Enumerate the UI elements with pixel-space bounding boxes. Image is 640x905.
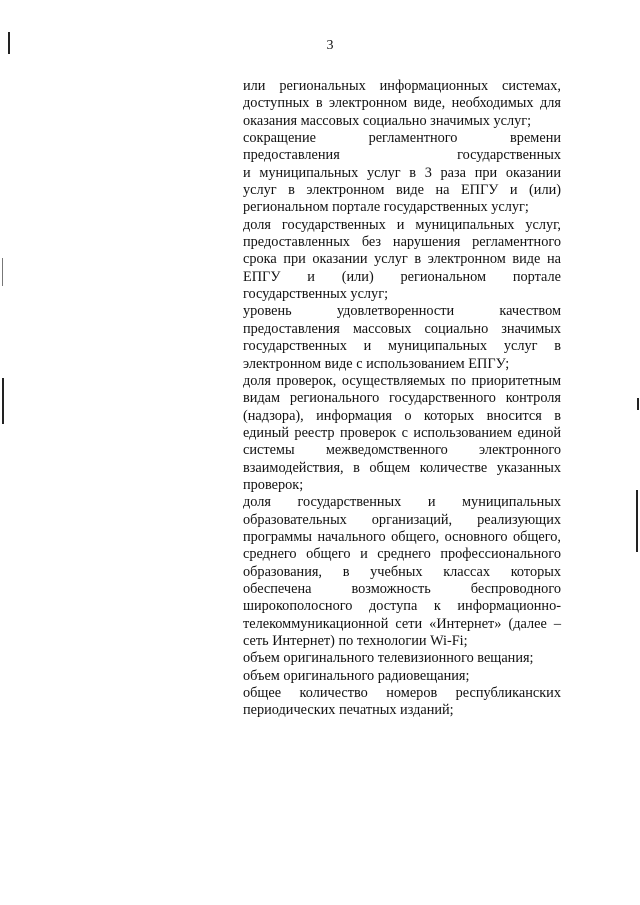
paragraph-information-systems: или региональных информационных системах, доступных в электронном виде, необходимых для оказания массовых социально значимых услуг; [243,78,561,129]
scan-edge-mark-right-lower [636,490,638,552]
paragraph-services-without-violation: доля государственных и муниципальных услуг, предоставленных без нарушения регламентного срока при оказании услуг в электронном виде на ЕПГУ и (или) региональном портале государственных услуг; [243,216,561,303]
page-number: 3 [326,38,334,53]
scan-edge-mark-right-upper [637,398,639,410]
paragraph-radio-broadcasting: объем оригинального радиовещания; [243,667,470,684]
paragraph-wifi-schools: доля государственных и муниципальных образовательных организаций, реализующих программы начального общего, основного общего, среднего общего и среднего профессионального образования, в учебных классах которых обеспечена возможность беспроводного широкополосного доступа к информационно-телекоммуникационной сети «Интернет» (далее – сеть Интернет) по технологии Wi-Fi; [243,494,561,649]
scan-edge-mark-lower [2,378,4,424]
paragraph-periodicals: общее количество номеров республиканских периодических печатных изданий; [243,685,561,719]
paragraph-tv-broadcasting: объем оригинального телевизионного вещания; [243,650,534,667]
document-body [243,78,561,720]
scan-edge-mark-middle [2,258,3,286]
paragraph-satisfaction-level: уровень удовлетворенности качеством предоставления массовых социально значимых государственных и муниципальных услуг в электронном виде с использованием ЕПГУ; [243,303,561,372]
paragraph-inspections-share: доля проверок, осуществляемых по приоритетным видам регионального государственного контроля (надзора), информация о которых вносится в единый реестр проверок с использованием единой системы межведомственного электронного взаимодействия, в общем количестве указанных проверок; [243,372,561,493]
paragraph-time-reduction-start: сокращение регламентного времени предоставления государственных [243,130,561,164]
paragraph-time-reduction-cont: и муниципальных услуг в 3 раза при оказании услуг в электронном виде на ЕПГУ и (или) региональном портале государственных услуг; [243,164,561,216]
